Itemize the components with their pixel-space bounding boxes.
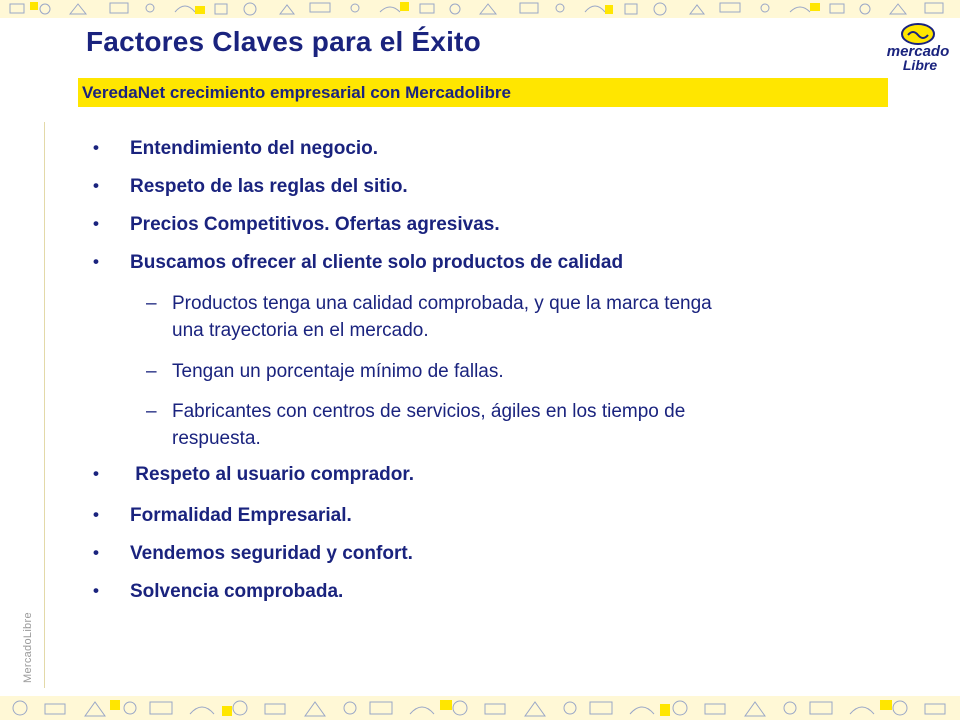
bullet-marker: •: [93, 252, 99, 271]
bullet-marker: •: [93, 138, 99, 157]
subtitle-bar: [78, 78, 888, 107]
bullet-text: Vendemos seguridad y confort.: [130, 543, 413, 564]
bullet-marker: •: [93, 581, 99, 600]
sub-bullet-text: Tengan un porcentaje mínimo de fallas.: [172, 361, 504, 382]
dash-marker: –: [146, 361, 157, 382]
bullet-marker: •: [93, 464, 99, 483]
dash-marker: –: [146, 293, 157, 314]
dash-marker: –: [146, 401, 157, 422]
bullet-text: Buscamos ofrecer al cliente solo productos de calidad: [130, 252, 624, 273]
sub-bullet-text-line2: respuesta.: [172, 428, 261, 449]
logo-line2: Libre: [902, 57, 938, 72]
bullet-marker: •: [93, 505, 99, 524]
sub-bullet-text-line1: Productos tenga una calidad comprobada, y que la marca tenga: [172, 293, 712, 314]
logo-line1: mercado: [886, 43, 950, 60]
sub-bullet-text-line1: Fabricantes con centros de servicios, ágiles en los tiempo de: [172, 401, 686, 422]
mercadolibre-logo: [876, 20, 960, 72]
sub-bullet-text-line2: una trayectoria en el mercado.: [172, 320, 429, 341]
top-decorative-strip: [0, 0, 960, 18]
bullet-marker: •: [93, 543, 99, 562]
bullet-marker: •: [93, 176, 99, 195]
bullet-marker: •: [93, 214, 99, 233]
bullet-text: Entendimiento del negocio.: [130, 138, 379, 159]
doodle-pattern-top: [0, 0, 960, 18]
doodle-pattern-bottom: [0, 696, 960, 720]
bullet-text: Precios Competitivos. Ofertas agresivas.: [130, 214, 500, 235]
bottom-decorative-strip: [0, 696, 960, 720]
slide-title: Factores Claves para el Éxito: [86, 26, 481, 57]
bullet-text: Respeto al usuario comprador.: [130, 464, 415, 485]
side-divider: [44, 122, 45, 688]
side-brand-label: MercadoLibre: [22, 612, 34, 683]
subtitle: VeredaNet crecimiento empresarial con Mercadolibre: [82, 83, 511, 102]
bullet-text: Formalidad Empresarial.: [130, 505, 352, 526]
bullet-text: Respeto de las reglas del sitio.: [130, 176, 408, 197]
bullet-text: Solvencia comprobada.: [130, 581, 344, 602]
